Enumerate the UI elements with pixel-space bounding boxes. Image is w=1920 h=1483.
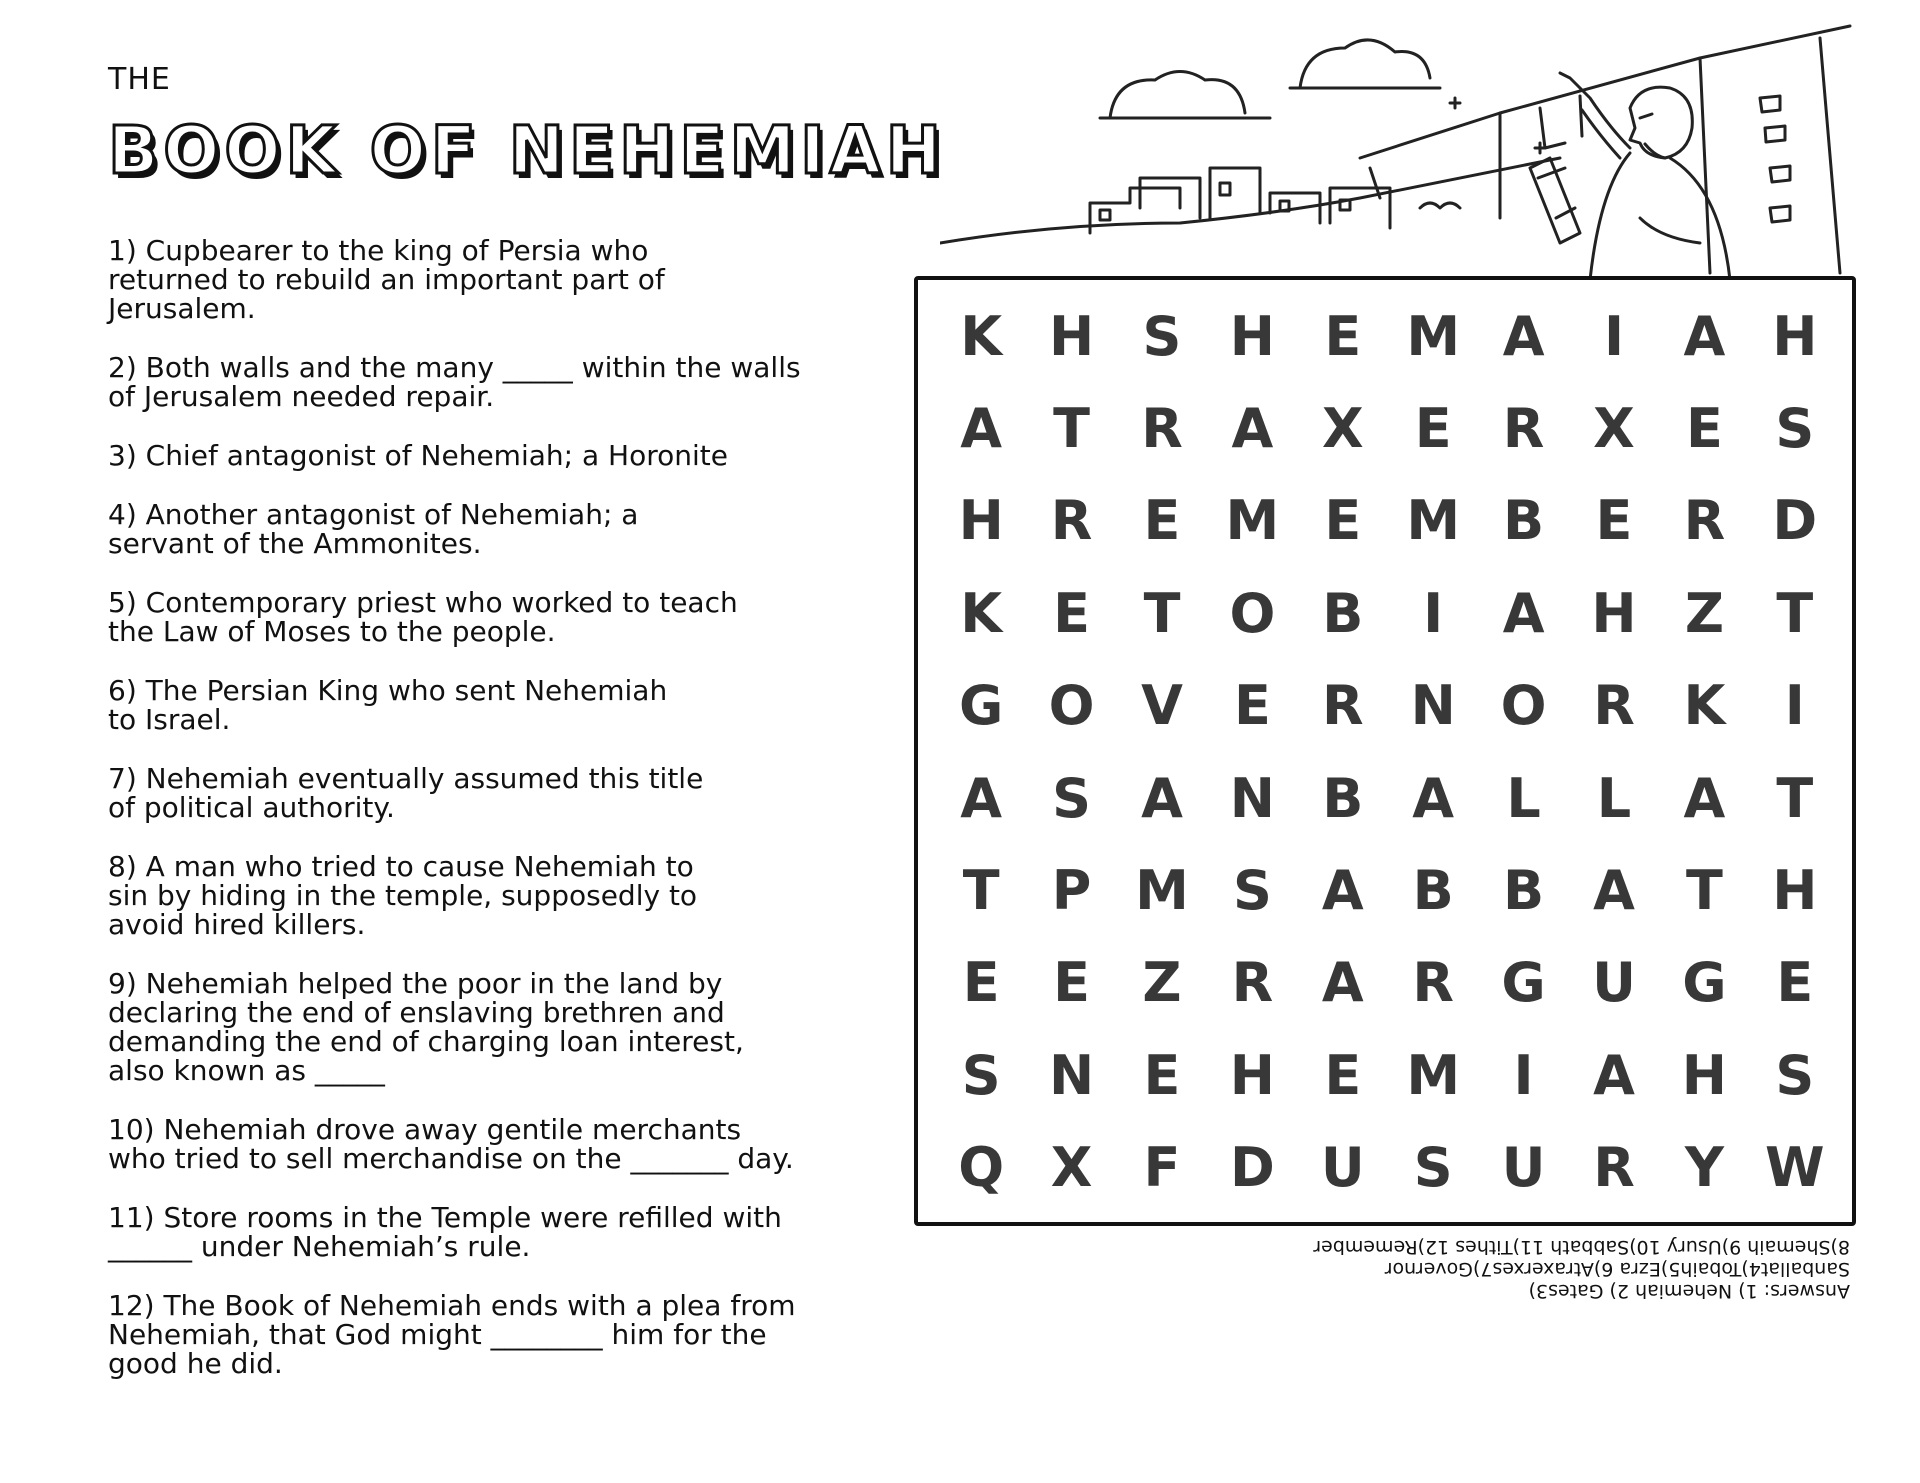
grid-cell[interactable]: G	[959, 674, 1004, 738]
grid-cell[interactable]: S	[1142, 304, 1182, 368]
page-title: BOOK OF NEHEMIAH	[108, 112, 947, 189]
grid-cell[interactable]: E	[1053, 581, 1091, 645]
clue-7: 7) Nehemiah eventually assumed this title of political authority.	[108, 762, 704, 824]
grid-cell[interactable]: R	[1322, 674, 1364, 738]
clue-3: 3) Chief antagonist of Nehemiah; a Horonite	[108, 439, 728, 472]
grid-cell[interactable]: M	[1406, 304, 1461, 368]
clue-8: 8) A man who tried to cause Nehemiah to sin by hiding in the temple, supposedly to avoid hired killers.	[108, 850, 698, 941]
grid-cell[interactable]: M	[1135, 859, 1189, 923]
grid-cell[interactable]: E	[1143, 489, 1181, 553]
grid-cell[interactable]: A	[1231, 397, 1274, 461]
grid-cell[interactable]: U	[1320, 1136, 1365, 1200]
grid-cell[interactable]: N	[1410, 674, 1456, 738]
grid-cell[interactable]: A	[960, 397, 1003, 461]
answer-line-2: Sanballat4)Tobaih5)Ezra 6)Atraxerxes7)Governor	[1384, 1258, 1850, 1280]
grid-cell[interactable]: B	[1412, 859, 1454, 923]
grid-cell[interactable]: A	[1502, 304, 1545, 368]
grid-cell[interactable]: K	[960, 304, 1003, 368]
grid-cell[interactable]: E	[1595, 489, 1633, 553]
grid-cell[interactable]: R	[1502, 397, 1545, 461]
grid-cell[interactable]: I	[1603, 304, 1625, 368]
grid-cell[interactable]: T	[1143, 581, 1181, 645]
clue-2: 2) Both walls and the many _____ within the walls of Jerusalem needed repair.	[108, 351, 801, 413]
grid-cell[interactable]: A	[1321, 859, 1364, 923]
grid-cell[interactable]: O	[1500, 674, 1547, 738]
grid-cell[interactable]: B	[1322, 766, 1364, 830]
grid-cell[interactable]: H	[1591, 581, 1637, 645]
grid-cell[interactable]: T	[962, 859, 1000, 923]
grid-cell[interactable]: M	[1406, 1043, 1461, 1107]
clue-12: 12) The Book of Nehemiah ends with a plea from Nehemiah, that God might ________ him for the good he did.	[108, 1289, 796, 1380]
grid-cell[interactable]: T	[1776, 581, 1814, 645]
grid-cell[interactable]: A	[960, 766, 1003, 830]
grid-cell[interactable]: H	[1229, 1043, 1275, 1107]
grid-cell[interactable]: T	[1053, 397, 1091, 461]
grid-cell[interactable]: E	[1053, 951, 1091, 1015]
upside-down-answer-key	[1250, 1236, 1850, 1302]
grid-cell[interactable]: N	[1229, 766, 1275, 830]
grid-cell[interactable]: S	[1052, 766, 1092, 830]
grid-cell[interactable]: R	[1141, 397, 1183, 461]
grid-cell[interactable]: R	[1683, 489, 1726, 553]
grid-cell[interactable]: T	[1685, 859, 1723, 923]
grid-cell[interactable]: X	[1050, 1136, 1093, 1200]
grid-cell[interactable]: A	[1321, 951, 1364, 1015]
grid-cell[interactable]: H	[1048, 304, 1095, 368]
grid-cell[interactable]: A	[1593, 859, 1635, 923]
grid-cell[interactable]: R	[1412, 951, 1454, 1015]
grid-cell[interactable]: E	[1414, 397, 1452, 461]
grid-cell[interactable]: N	[1048, 1043, 1095, 1107]
grid-cell[interactable]: H	[1229, 304, 1275, 368]
grid-cell[interactable]: S	[961, 1043, 1001, 1107]
answer-line-1: Answers: 1) Nehemiah 2) Gates3)	[1528, 1280, 1850, 1302]
grid-cell[interactable]: K	[1683, 674, 1726, 738]
grid-cell[interactable]: I	[1784, 674, 1805, 738]
grid-cell[interactable]: E	[1324, 1043, 1362, 1107]
grid-cell[interactable]: G	[1501, 951, 1546, 1015]
clue-1: 1) Cupbearer to the king of Persia who returned to rebuild an important part of Jerusalem.	[108, 234, 665, 325]
grid-cell[interactable]: E	[962, 951, 1000, 1015]
pretitle: THE	[108, 62, 171, 97]
grid-cell[interactable]: A	[1502, 581, 1545, 645]
grid-cell[interactable]: R	[1050, 489, 1093, 553]
grid-cell[interactable]: X	[1593, 397, 1635, 461]
grid-cell[interactable]: A	[1141, 766, 1183, 830]
grid-cell[interactable]: Z	[1684, 581, 1724, 645]
grid-cell[interactable]: O	[1229, 581, 1276, 645]
grid-cell[interactable]: E	[1324, 489, 1362, 553]
grid-cell[interactable]: K	[960, 581, 1003, 645]
grid-cell[interactable]: L	[1506, 766, 1541, 830]
grid-cell[interactable]: E	[1685, 397, 1723, 461]
grid-cell[interactable]: O	[1048, 674, 1095, 738]
grid-cell[interactable]: I	[1423, 581, 1444, 645]
grid-cell[interactable]: S	[1232, 859, 1272, 923]
grid-cell[interactable]: A	[1412, 766, 1455, 830]
grid-cell[interactable]: F	[1143, 1136, 1181, 1200]
grid-cell[interactable]: P	[1051, 859, 1092, 923]
grid-cell[interactable]: W	[1765, 1136, 1825, 1200]
grid-cell[interactable]: G	[1682, 951, 1727, 1015]
grid-cell[interactable]: H	[1772, 859, 1818, 923]
clue-6: 6) The Persian King who sent Nehemiah to Israel.	[108, 674, 668, 736]
clue-9: 9) Nehemiah helped the poor in the land by declaring the end of enslaving brethren and demanding the end of charging loan interest, also known as _____	[108, 967, 744, 1087]
clue-11: 11) Store rooms in the Temple were refilled with ______ under Nehemiah’s rule.	[108, 1201, 782, 1263]
grid-cell[interactable]: E	[1143, 1043, 1181, 1107]
grid-cell[interactable]: E	[1324, 304, 1362, 368]
grid-cell[interactable]: T	[1776, 766, 1814, 830]
grid-cell[interactable]: S	[1775, 1043, 1815, 1107]
grid-cell[interactable]: D	[1772, 489, 1818, 553]
grid-cell[interactable]: S	[1413, 1136, 1453, 1200]
grid-cell[interactable]: M	[1406, 489, 1461, 553]
grid-cell[interactable]: M	[1225, 489, 1280, 553]
grid-cell[interactable]: L	[1596, 766, 1632, 830]
grid-cell[interactable]: R	[1231, 951, 1274, 1015]
grid-cell[interactable]: A	[1593, 1043, 1635, 1107]
grid-cell[interactable]: B	[1322, 581, 1364, 645]
grid-cell[interactable]: A	[1683, 766, 1726, 830]
grid-cell[interactable]: V	[1141, 674, 1183, 738]
grid-cell[interactable]: E	[1233, 674, 1271, 738]
answer-line-3: 8)Shemaih 9)Usury 10)Sabbath 11)Tithes 12)Remember	[1313, 1236, 1850, 1258]
grid-cell[interactable]: S	[1775, 397, 1815, 461]
clue-4: 4) Another antagonist of Nehemiah; a servant of the Ammonites.	[108, 498, 639, 560]
word-search-grid	[914, 276, 1856, 1226]
grid-cell[interactable]: X	[1321, 397, 1364, 461]
grid-cell[interactable]: B	[1503, 489, 1545, 553]
grid-cell[interactable]: U	[1501, 1136, 1546, 1200]
grid-cell[interactable]: R	[1593, 674, 1635, 738]
grid-cell[interactable]: E	[1776, 951, 1814, 1015]
grid-cell[interactable]: Y	[1684, 1136, 1724, 1200]
grid-cell[interactable]: R	[1593, 1136, 1635, 1200]
grid-cell[interactable]: U	[1592, 951, 1636, 1015]
grid-cell[interactable]: I	[1513, 1043, 1534, 1107]
grid-cell[interactable]: Z	[1142, 951, 1182, 1015]
grid-cell[interactable]: A	[1683, 304, 1726, 368]
grid-cell[interactable]: B	[1503, 859, 1545, 923]
clue-5: 5) Contemporary priest who worked to teach the Law of Moses to the people.	[108, 586, 738, 648]
nehemiah-wall-illustration	[940, 18, 1860, 280]
grid-cell[interactable]: D	[1229, 1136, 1275, 1200]
grid-cell[interactable]: H	[1772, 304, 1818, 368]
grid-cell[interactable]: Q	[958, 1136, 1005, 1200]
grid-cell[interactable]: H	[1681, 1043, 1727, 1107]
clue-list	[108, 236, 908, 1408]
clue-10: 10) Nehemiah drove away gentile merchants who tried to sell merchandise on the _______ day.	[108, 1113, 794, 1175]
grid-cell[interactable]: H	[958, 489, 1004, 553]
